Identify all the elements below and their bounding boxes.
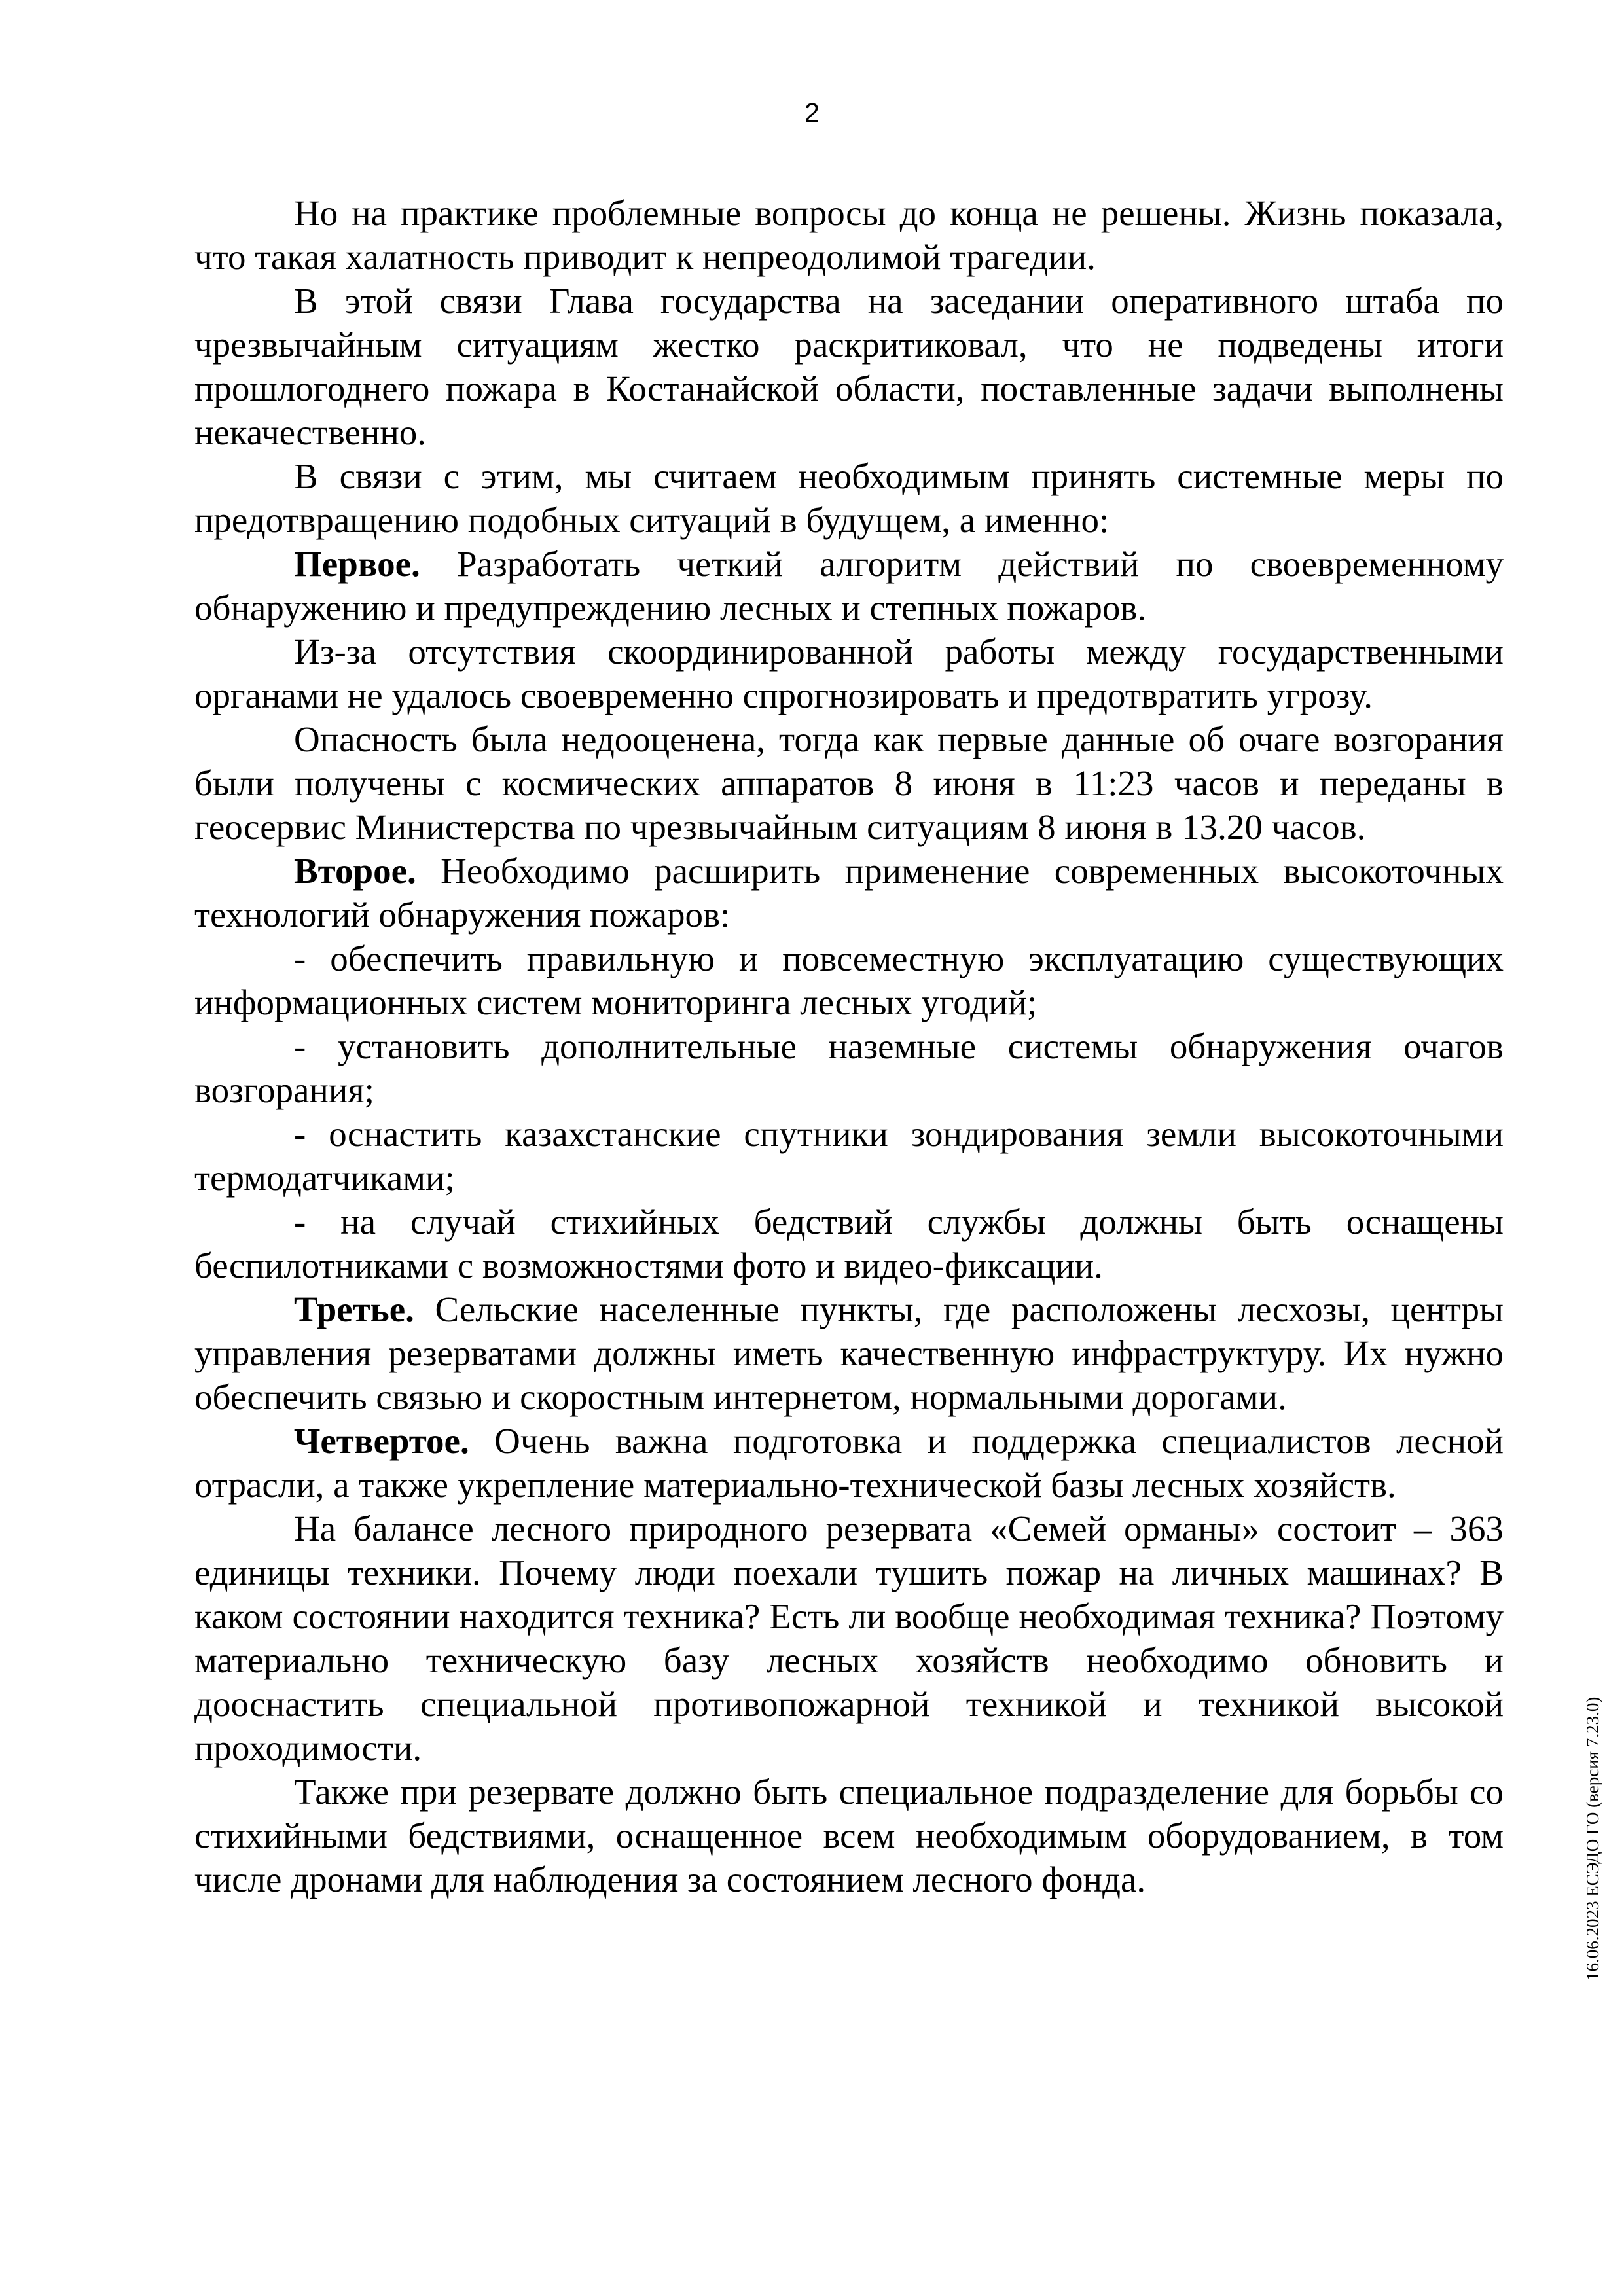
paragraph-text: Сельские населенные пункты, где расположены лесхозы, центры управления резерватами должны иметь качественную инфраструктуру. Их нужно обеспечить связью и скоростным интернетом, нормальными дорогами.	[194, 1289, 1504, 1417]
paragraph-text: В этой связи Глава государства на заседании оперативного штаба по чрезвычайным ситуациям жестко раскритиковал, что не подведены итоги прошлогоднего пожара в Костанайской области, поставленные задачи выполнены некачественно.	[194, 281, 1504, 452]
list-item	[194, 937, 1504, 1024]
paragraph-text: - оснастить казахстанские спутники зондирования земли высокоточными термодатчиками;	[194, 1114, 1504, 1198]
paragraph-second-measure	[194, 849, 1504, 937]
page-number: 2	[804, 98, 820, 128]
paragraph	[194, 454, 1504, 542]
paragraph	[194, 1507, 1504, 1770]
paragraph-text: Очень важна подготовка и поддержка специалистов лесной отрасли, а также укрепление материально-технической базы лесных хозяйств.	[194, 1421, 1504, 1505]
paragraph-lead: Четвертое.	[294, 1421, 469, 1461]
paragraph	[194, 191, 1504, 279]
paragraph-text: Разработать четкий алгоритм действий по своевременному обнаружению и предупреждению лесных и степных пожаров.	[194, 544, 1504, 628]
list-item	[194, 1200, 1504, 1287]
registration-stamp: 16.06.2023 ЕСЭДО ГО (версия 7.23.0)	[1583, 1696, 1602, 1981]
paragraph-text: В связи с этим, мы считаем необходимым принять системные меры по предотвращению подобных ситуаций в будущем, а именно:	[194, 456, 1504, 540]
paragraph-lead: Первое.	[294, 544, 420, 584]
paragraph-text: Необходимо расширить применение современных высокоточных технологий обнаружения пожаров:	[194, 851, 1504, 935]
list-item	[194, 1024, 1504, 1112]
paragraph-text: - на случай стихийных бедствий службы должны быть оснащены беспилотниками с возможностями фото и видео-фиксации.	[194, 1202, 1504, 1285]
paragraph-text: Но на практике проблемные вопросы до конца не решены. Жизнь показала, что такая халатность приводит к непреодолимой трагедии.	[194, 193, 1504, 277]
paragraph-lead: Третье.	[294, 1289, 414, 1329]
paragraph-third-measure	[194, 1287, 1504, 1419]
paragraph-text: - обеспечить правильную и повсеместную эксплуатацию существующих информационных систем мониторинга лесных угодий;	[194, 939, 1504, 1022]
paragraph-text: - установить дополнительные наземные системы обнаружения очагов возгорания;	[194, 1026, 1504, 1110]
paragraph-lead: Второе.	[294, 851, 416, 891]
paragraph	[194, 279, 1504, 454]
paragraph-text: Опасность была недооценена, тогда как первые данные об очаге возгорания были получены с космических аппаратов 8 июня в 11:23 часов и переданы в геосервис Министерства по чрезвычайным ситуациям 8 июня в 13.20 часов.	[194, 719, 1504, 847]
paragraph	[194, 630, 1504, 717]
list-item	[194, 1112, 1504, 1200]
paragraph-first-measure	[194, 542, 1504, 630]
paragraph-text: На балансе лесного природного резервата «Семей орманы» состоит – 363 единицы техники. Почему люди поехали тушить пожар на личных машинах? В каком состоянии находится техника? Есть ли вообще необходимая техника? Поэтому материально техническую базу лесных хозяйств необходимо обновить и дооснастить специальной противопожарной техникой и техникой высокой проходимости.	[194, 1509, 1504, 1768]
paragraph	[194, 717, 1504, 849]
document-body	[194, 191, 1504, 1901]
paragraph-text: Из-за отсутствия скоординированной работы между государственными органами не удалось своевременно спрогнозировать и предотвратить угрозу.	[194, 632, 1504, 715]
paragraph-fourth-measure	[194, 1419, 1504, 1507]
paragraph-text: Также при резервате должно быть специальное подразделение для борьбы со стихийными бедствиями, оснащенное всем необходимым оборудованием, в том числе дронами для наблюдения за состоянием лесного фонда.	[194, 1772, 1504, 1899]
paragraph	[194, 1770, 1504, 1901]
